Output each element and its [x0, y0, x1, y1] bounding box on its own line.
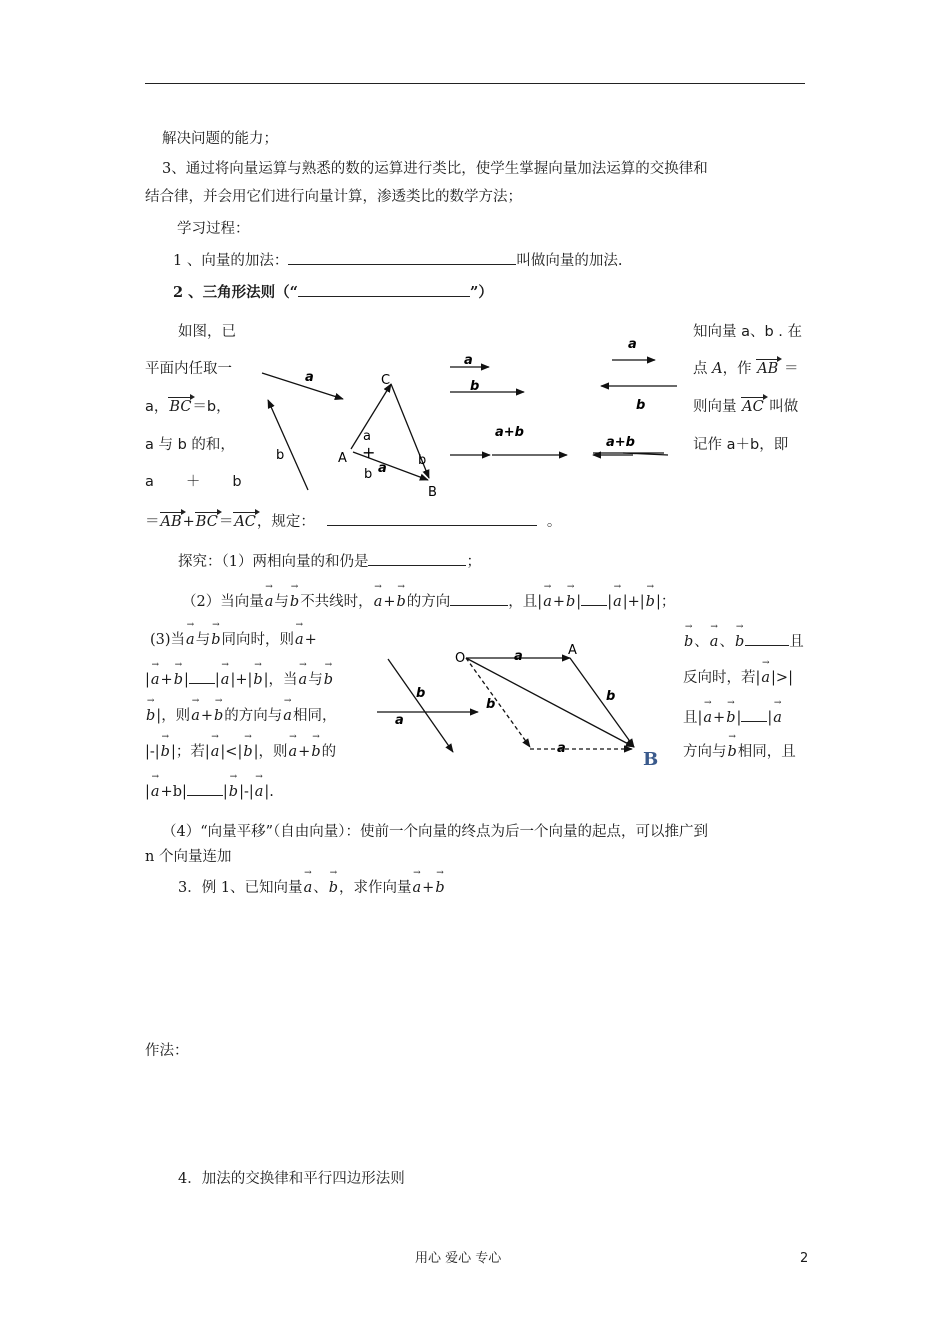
right-col-4: 记作 a＋b，即	[693, 437, 789, 453]
fig5-label-a-bottom: a	[557, 741, 566, 756]
dashed-side-b	[466, 658, 530, 747]
label-tri-b2: b	[418, 453, 427, 468]
fig5-label-b-point: B	[643, 749, 659, 770]
fig5-label-a-top: a	[514, 649, 523, 664]
p3-left-2: |→ a+→ b| |→ a|+|→ b|，当→ a与→ b	[145, 668, 334, 690]
page-number: 2	[800, 1251, 809, 1266]
p3-left-5: |→ a+b| |→ b|-|→ a|.	[145, 780, 274, 802]
fig2-label-b: b	[470, 379, 480, 394]
learning-process-heading: 学习过程：	[177, 221, 250, 237]
footer-slogan: 用心 爱心 专心	[415, 1251, 502, 1266]
right-col-1: 知向量 a、b . 在	[693, 324, 803, 340]
p4-line-2: n 个向量连加	[145, 849, 232, 865]
formula-line: ＝AB+BC＝AC，规定： 。	[145, 510, 561, 532]
item-1-vector-addition: 1 、向量的加法： 叫做向量的加法.	[173, 249, 622, 271]
fig3-label-sum: a+b	[606, 435, 635, 450]
label-tri-plus: +	[362, 443, 376, 462]
left-col-2: 平面内任取一	[145, 361, 232, 377]
vector-b-diagonal	[388, 659, 453, 752]
side-ab	[570, 658, 634, 747]
fig2-label-a: a	[464, 353, 473, 368]
figure-same-direction	[450, 367, 567, 455]
item-2-triangle-rule: 2 、三角形法则（“ ”）	[173, 281, 493, 303]
method-label: 作法：	[145, 1043, 189, 1059]
fig4-label-a: a	[395, 713, 404, 728]
right-col-2: 点 A，作 AB ＝	[693, 361, 799, 377]
p3-right-3: 且|→ a+→ b| |→ a	[683, 706, 783, 728]
p3-right-1: → b、→ a、→ b 且	[683, 630, 804, 652]
label-free-a: a	[305, 370, 314, 385]
fig5-label-a-point: A	[568, 643, 577, 658]
fig2-label-sum: a+b	[495, 425, 524, 440]
fig5-label-b-left: b	[486, 697, 496, 712]
p3-left-1: (3)当→ a与→ b同向时，则→ a+	[150, 630, 317, 650]
p3-left-3: → b|，则→ a+→ b的方向与→ a相同，	[145, 706, 336, 726]
explore-2: （2）当向量→ a与→ b不共线时，→ a+→ b的方向 ，且|→ a+→ b| |→ a|+|→ b|；	[182, 590, 675, 612]
free-vector-b	[268, 400, 308, 490]
left-col-4: a 与 b 的和，	[145, 437, 235, 453]
right-col-3: 则向量 AC 叫做	[693, 399, 799, 415]
left-col-5: a ＋ b	[145, 474, 242, 490]
fig5-label-b-right: b	[606, 689, 616, 704]
label-free-b: b	[276, 448, 285, 463]
explore-1: 探究：（1）两相向量的和仍是 ；	[178, 550, 481, 572]
triangle-side-ac	[351, 384, 391, 449]
p3-right-2: 反向时，若|→ a|>|	[683, 668, 793, 688]
label-tri-b: b	[364, 467, 373, 482]
label-point-c: C	[381, 373, 391, 388]
fig3-label-b: b	[636, 398, 646, 413]
figure-triangle-rule	[262, 373, 429, 490]
p3-left-4: |-|→ b|；若|→ a|<|→ b|，则→ a+→ b的	[145, 742, 336, 762]
fig3-label-a: a	[628, 337, 637, 352]
label-point-b: B	[428, 485, 437, 500]
p4-line-1: （4）“向量平移”（自由向量）：使前一个向量的终点为后一个向量的起点，可以推广到	[162, 824, 709, 840]
figure-crossing-vectors	[377, 659, 478, 752]
item-4-heading: 4．加法的交换律和平行四边形法则	[178, 1171, 405, 1187]
intro-line-2: 3、通过将向量运算与熟悉的数的运算进行类比，使学生掌握向量加法运算的交换律和	[162, 161, 708, 177]
label-tri-a: a	[363, 429, 371, 444]
item-3-example: 3．例 1、已知向量→ a、→ b，求作向量→ a+→ b	[178, 878, 446, 898]
label-tri-a2: a	[378, 461, 387, 476]
fig5-label-o: O	[455, 651, 466, 666]
label-point-a: A	[338, 451, 347, 466]
p3-right-4: 方向与→ b相同，且	[683, 742, 796, 762]
left-col-1: 如图，已	[178, 324, 236, 340]
left-col-3: a，BC＝b，	[145, 399, 231, 415]
intro-line-3: 结合律，并会用它们进行向量计算，渗透类比的数学方法；	[145, 189, 522, 205]
fig4-label-b: b	[416, 686, 426, 701]
free-vector-a	[262, 373, 343, 399]
intro-line-1: 解决问题的能力；	[162, 131, 278, 147]
